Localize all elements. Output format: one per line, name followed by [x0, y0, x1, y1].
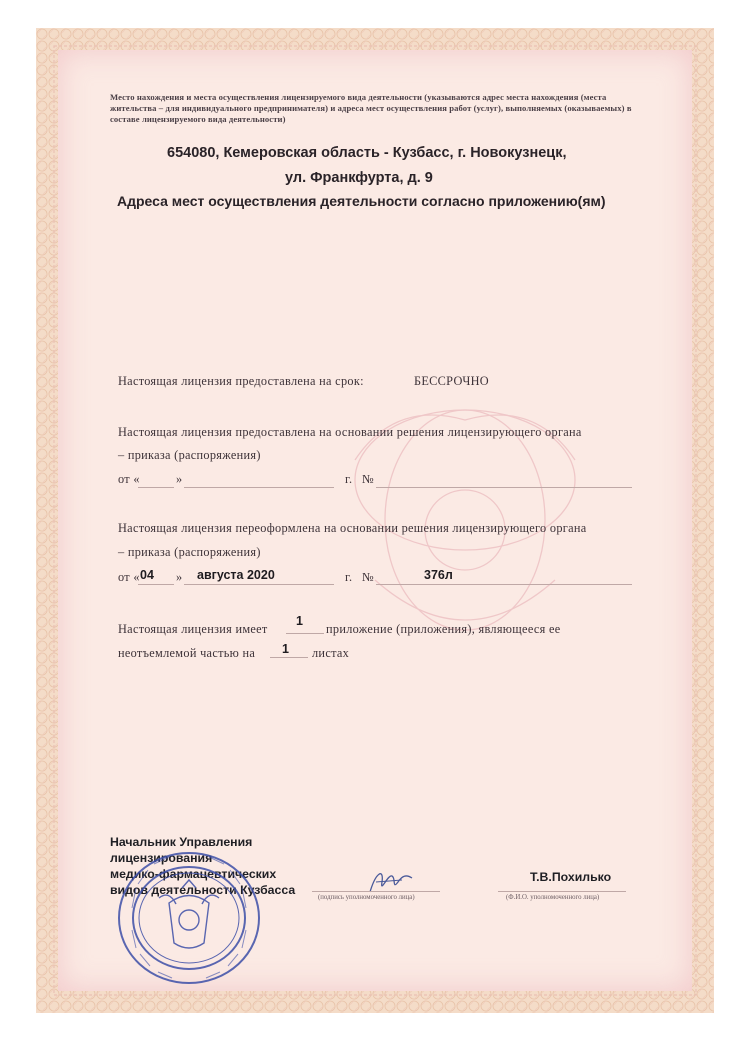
- reissue-date-line: [184, 584, 334, 585]
- signature-line: [312, 891, 440, 892]
- term-value: БЕССРОЧНО: [414, 374, 489, 388]
- basis-day-line: [138, 487, 174, 488]
- reissue-number-line: [376, 584, 632, 585]
- reissue-no-label: №: [362, 570, 375, 584]
- basis-from-suffix: »: [176, 472, 183, 486]
- name-caption: (Ф.И.О. уполномоченного лица): [506, 894, 600, 901]
- reissue-line-1: Настоящая лицензия переоформлена на основании решения лицензирующего органа: [118, 521, 587, 535]
- reissue-from-suffix: »: [176, 570, 183, 584]
- signer-title-2: лицензирования: [110, 851, 213, 865]
- address-line-1: 654080, Кемеровская область - Кузбасс, г. Новокузнецк,: [167, 145, 567, 161]
- address-line-3: Адреса мест осуществления деятельности согласно приложению(ям): [117, 193, 606, 209]
- basis-g-label: г.: [345, 472, 353, 486]
- appendix-count-line: [286, 633, 324, 634]
- signer-title-4: видов деятельности Кузбасса: [110, 883, 296, 897]
- term-label: Настоящая лицензия предоставлена на срок:: [118, 374, 364, 388]
- signature-caption: (подпись уполномоченного лица): [318, 894, 415, 901]
- appendix-line-1-prefix: Настоящая лицензия имеет: [118, 622, 268, 636]
- reissue-g-label: г.: [345, 570, 353, 584]
- reissue-day-line: [138, 584, 174, 585]
- signer-title-1: Начальник Управления: [110, 835, 253, 849]
- appendix-count: 1: [296, 614, 303, 628]
- signer-name: Т.В.Похилько: [530, 870, 612, 884]
- reissue-line-2: – приказа (распоряжения): [118, 545, 261, 559]
- official-stamp: [114, 848, 264, 988]
- basis-date-line: [184, 487, 334, 488]
- basis-from-prefix: от «: [118, 472, 140, 486]
- appendix-line-2-prefix: неотъемлемой частью на: [118, 646, 256, 660]
- signer-title-3: медико-фармацевтических: [110, 867, 277, 881]
- header-note: Место нахождения и места осуществления лицензируемого вида деятельности (указываются адрес места нахождения (места жительства – для индивидуального предпринимателя) и адреса мест осуществления работ (услуг), выполняемых (оказываемых) в составе лицензируемого вида деятельности): [110, 92, 632, 124]
- name-line: [498, 891, 626, 892]
- appendix-sheets: 1: [282, 642, 289, 656]
- basis-number-line: [376, 487, 632, 488]
- reissue-day: 04: [140, 568, 154, 582]
- basis-line-1: Настоящая лицензия предоставлена на основании решения лицензирующего органа: [118, 425, 582, 439]
- reissue-number: 376л: [424, 568, 453, 582]
- reissue-from-prefix: от «: [118, 570, 140, 584]
- address-line-2: ул. Франкфурта, д. 9: [285, 170, 433, 186]
- basis-line-2: – приказа (распоряжения): [118, 448, 261, 462]
- reissue-month-year: августа 2020: [197, 568, 275, 582]
- appendix-sheets-line: [270, 657, 308, 658]
- basis-no-label: №: [362, 472, 375, 486]
- appendix-line-2-suffix: листах: [312, 646, 350, 660]
- appendix-line-1-suffix: приложение (приложения), являющееся ее: [326, 622, 561, 636]
